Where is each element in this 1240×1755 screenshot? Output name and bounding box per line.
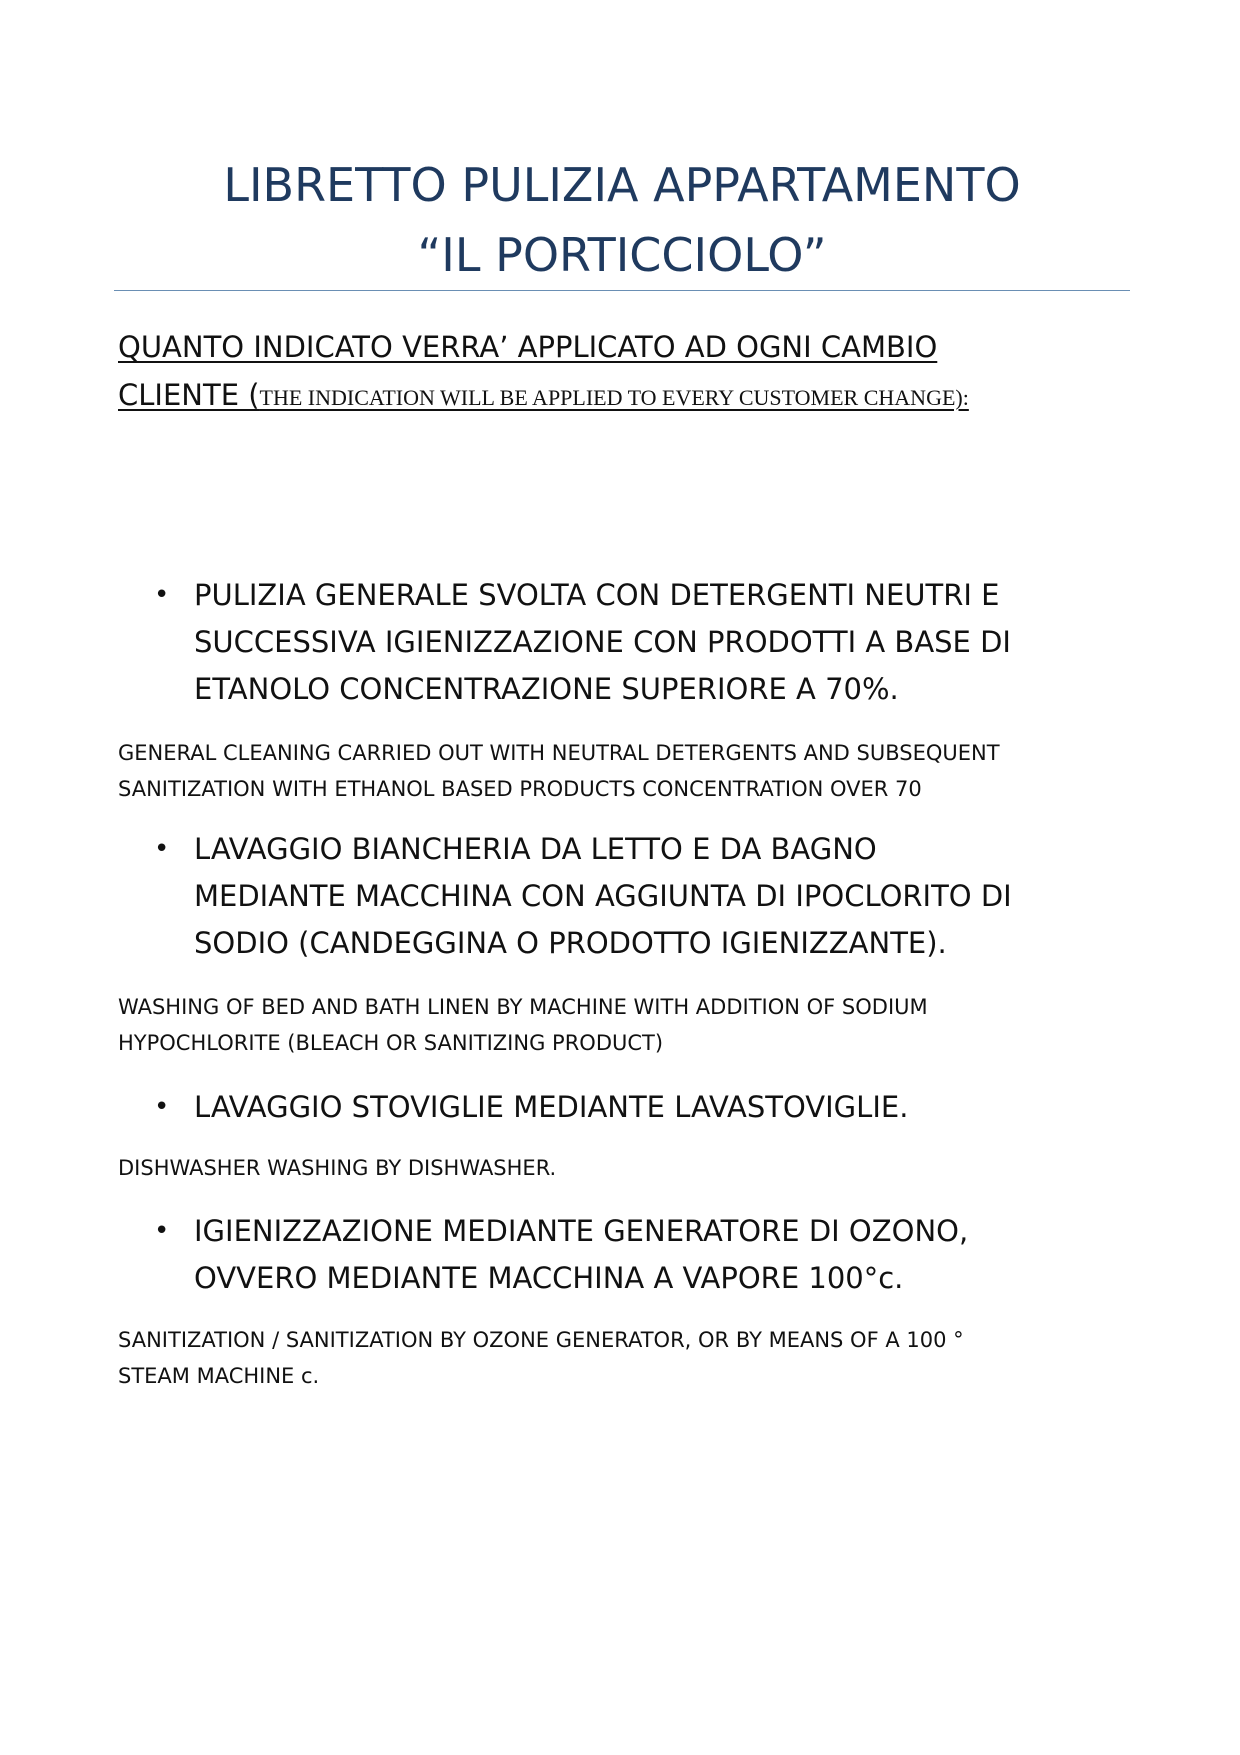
bullet-icon: • <box>154 834 170 864</box>
translation-line: GENERAL CLEANING CARRIED OUT WITH NEUTRAL DETERGENTS AND SUBSEQUENT <box>118 741 1000 765</box>
translation-line: WASHING OF BED AND BATH LINEN BY MACHINE WITH ADDITION OF SODIUM <box>118 995 928 1019</box>
list-item-line: MEDIANTE MACCHINA CON AGGIUNTA DI IPOCLORITO DI <box>194 879 1012 913</box>
list-item-italian <box>194 1208 1134 1302</box>
bullet-icon: • <box>154 1216 170 1246</box>
translation-line: SANITIZATION / SANITIZATION BY OZONE GENERATOR, OR BY MEANS OF A 100 ° <box>118 1328 964 1352</box>
title-divider <box>114 290 1130 291</box>
list-item-line: SODIO (CANDEGGINA O PRODOTTO IGIENIZZANTE). <box>194 926 947 960</box>
bullet-icon: • <box>154 1092 170 1122</box>
list-item-italian <box>194 826 1134 967</box>
list-item-english <box>118 989 1118 1061</box>
bullet-icon: • <box>154 580 170 610</box>
list-item-english <box>118 1322 1118 1394</box>
list-item-line: SUCCESSIVA IGIENIZZAZIONE CON PRODOTTI A BASE DI <box>194 625 1011 659</box>
list-item-english <box>118 1150 1118 1186</box>
translation-line: HYPOCHLORITE (BLEACH OR SANITIZING PRODUCT) <box>118 1031 664 1055</box>
intro-heading <box>118 323 1118 422</box>
intro-line-1-text: QUANTO INDICATO VERRA’ APPLICATO AD OGNI CAMBIO <box>118 330 938 364</box>
translation-line: STEAM MACHINE c. <box>118 1364 320 1388</box>
list-item-italian <box>194 1084 1134 1131</box>
list-item-italian <box>194 572 1134 713</box>
list-item-line: PULIZIA GENERALE SVOLTA CON DETERGENTI NEUTRI E <box>194 578 1000 612</box>
list-item-line: LAVAGGIO BIANCHERIA DA LETTO E DA BAGNO <box>194 832 877 866</box>
intro-line-1 <box>118 323 1118 371</box>
intro-line-2-english: THE INDICATION WILL BE APPLIED TO EVERY CUSTOMER CHANGE): <box>259 385 969 410</box>
list-item-line: IGIENIZZAZIONE MEDIANTE GENERATORE DI OZONO, <box>194 1214 969 1248</box>
translation-line: DISHWASHER WASHING BY DISHWASHER. <box>118 1156 557 1180</box>
list-item-line: ETANOLO CONCENTRAZIONE SUPERIORE A 70%. <box>194 672 899 706</box>
intro-line-2 <box>118 371 1118 422</box>
list-item-line: LAVAGGIO STOVIGLIE MEDIANTE LAVASTOVIGLIE. <box>194 1090 909 1124</box>
list-item-english <box>118 735 1118 807</box>
list-item-line: OVVERO MEDIANTE MACCHINA A VAPORE 100°c. <box>194 1261 904 1295</box>
title-line-1: LIBRETTO PULIZIA APPARTAMENTO <box>223 158 1021 212</box>
title-line-2: “IL PORTICCIOLO” <box>417 228 827 282</box>
page-title <box>114 150 1130 290</box>
translation-line: SANITIZATION WITH ETHANOL BASED PRODUCTS CONCENTRATION OVER 70 <box>118 777 922 801</box>
intro-line-2-prefix: CLIENTE ( <box>118 378 260 412</box>
